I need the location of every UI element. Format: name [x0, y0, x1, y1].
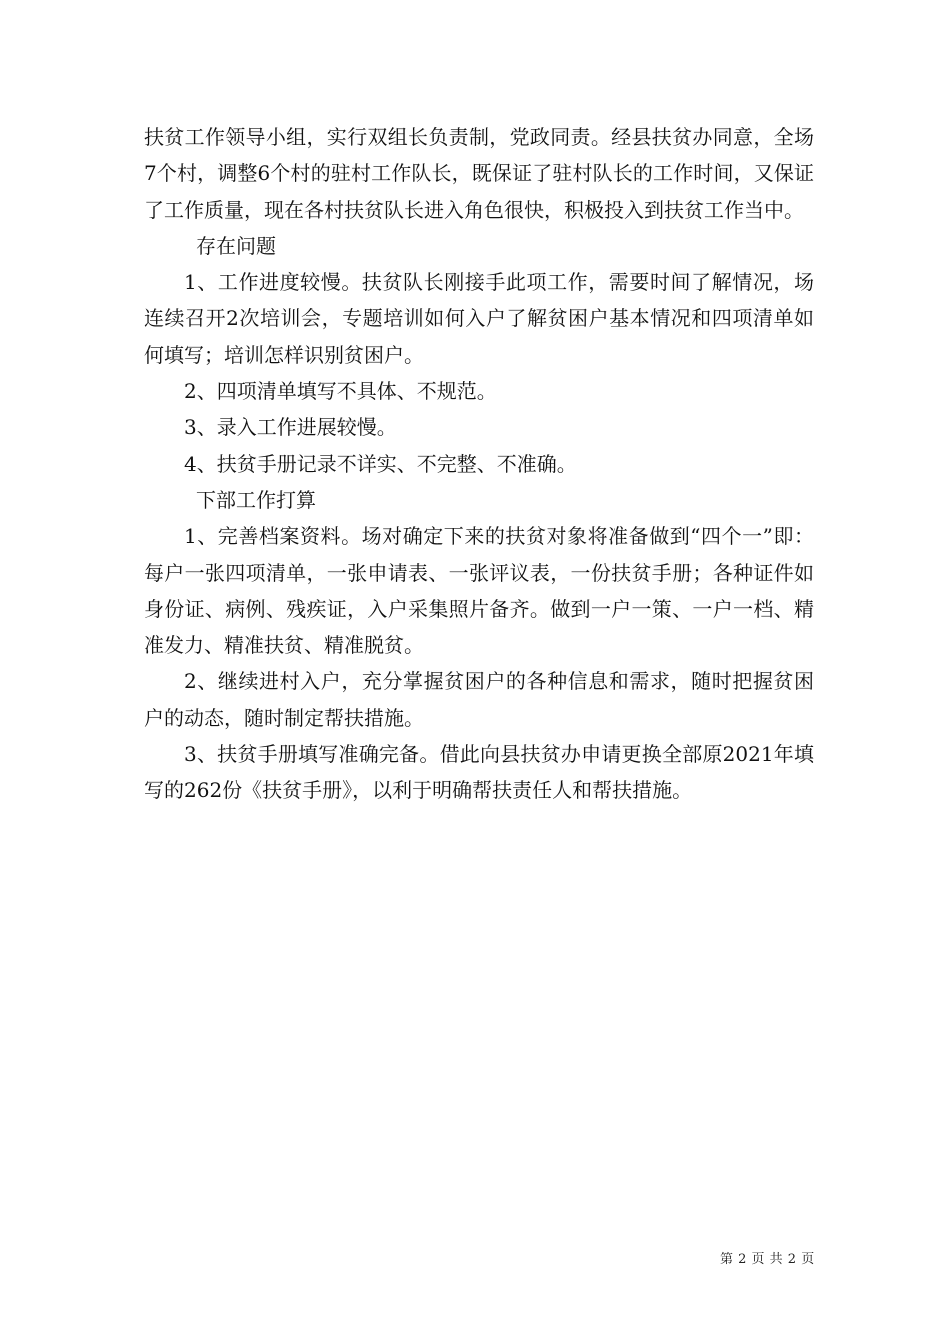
paragraph-leadership: 扶贫工作领导小组，实行双组长负责制，党政同责。经县扶贫办同意，全场7个村，调整6个村的驻村工作队长，既保证了驻村队长的工作时间，又保证了工作质量，现在各村扶贫队长进入角色很快，积极投入到扶贫工作当中。: [144, 125, 814, 222]
paragraph-problem-3: 3、录入工作进展较慢。: [184, 415, 397, 440]
paragraph-plan-2: 2、继续进村入户，充分掌握贫困户的各种信息和需求，随时把握贫困户的动态，随时制定帮扶措施。: [144, 669, 814, 730]
paragraph-plan-1: 1、完善档案资料。场对确定下来的扶贫对象将准备做到“四个一”即：每户一张四项清单，一张申请表、一张评议表，一份扶贫手册；各种证件如身份证、病例、残疾证，入户采集照片备齐。做到一户一策、一户一档、精准发力、精准扶贫、精准脱贫。: [144, 524, 814, 658]
paragraph-problem-2: 2、四项清单填写不具体、不规范。: [184, 379, 497, 404]
section-heading-problems: 存在问题: [196, 233, 276, 258]
page-number-footer: 第 2 页 共 2 页: [720, 1252, 815, 1267]
paragraph-problem-4: 4、扶贫手册记录不详实、不完整、不准确。: [184, 451, 577, 476]
paragraph-plan-3: 3、扶贫手册填写准确完备。借此向县扶贫办申请更换全部原2021年填写的262份《扶贫手册》，以利于明确帮扶责任人和帮扶措施。: [144, 742, 814, 803]
paragraph-problem-1: 1、工作进度较慢。扶贫队长刚接手此项工作，需要时间了解情况，场连续召开2次培训会，专题培训如何入户了解贫困户基本情况和四项清单如何填写；培训怎样识别贫困户。: [144, 270, 814, 367]
document-body: [144, 119, 814, 809]
section-heading-plan: 下部工作打算: [196, 487, 316, 512]
